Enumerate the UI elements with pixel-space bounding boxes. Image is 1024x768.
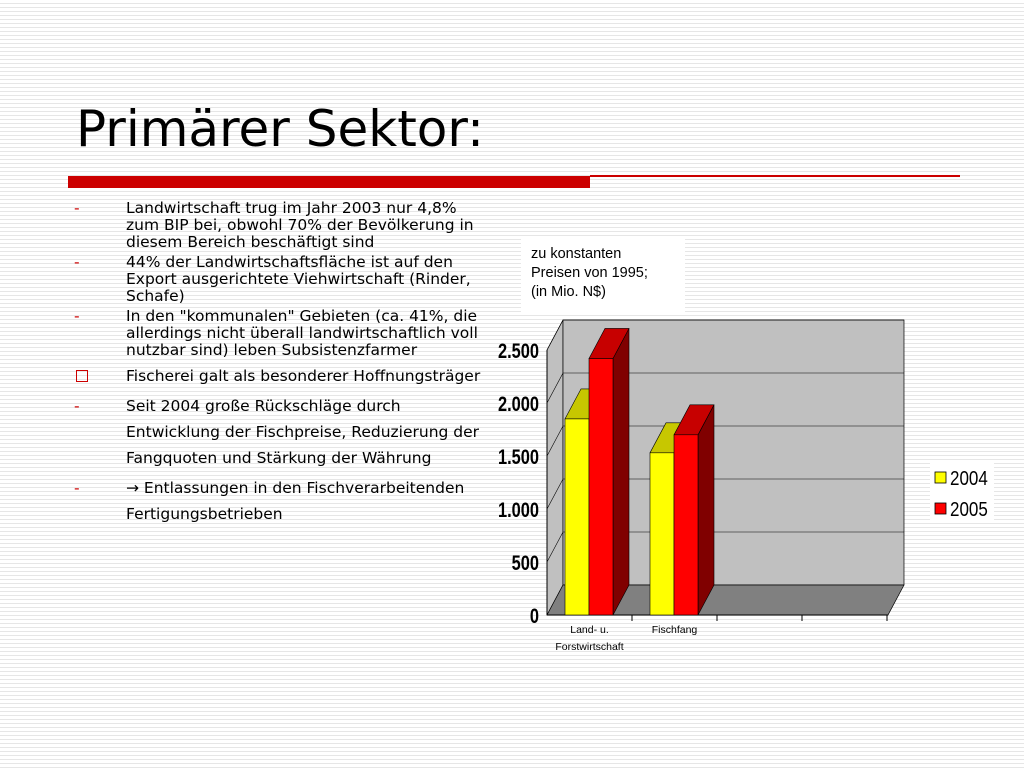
note-line: Preisen von 1995; [531, 265, 648, 281]
bar-side [698, 405, 714, 615]
y-tick-label: 1.000 [498, 498, 539, 522]
bar [674, 435, 698, 615]
y-tick-label: 2.000 [498, 392, 539, 416]
bullet-text: In den "kommunalen" Gebieten (ca. 41%, die allerdings nicht überall landwirtschaftlich voll nutzbar sind) leben Subsistenzfarmer [126, 307, 478, 359]
x-category-label: Forstwirtschaft [555, 641, 624, 653]
bullet-list [72, 200, 487, 530]
legend-swatch [935, 472, 946, 483]
title-underline-thick [68, 176, 590, 188]
legend-label: 2005 [950, 497, 988, 521]
bullet-text: Landwirtschaft trug im Jahr 2003 nur 4,8% zum BIP bei, obwohl 70% der Bevölkerung in diesem Bereich beschäftigt sind [126, 199, 474, 251]
bullet-item [72, 475, 487, 527]
slide-title: Primärer Sektor: [76, 100, 484, 158]
bullet-item [72, 200, 487, 251]
dash-marker: - [74, 397, 80, 415]
bullet-item [72, 363, 487, 389]
legend-swatch [935, 503, 946, 514]
legend-label: 2004 [950, 466, 988, 490]
bullet-text: Seit 2004 große Rückschläge durch Entwicklung der Fischpreise, Reduzierung der Fangquoten und Stärkung der Währung [126, 397, 480, 467]
note-line: zu konstanten [531, 246, 622, 262]
bullet-item [72, 308, 487, 359]
y-tick-label: 1.500 [498, 445, 539, 469]
y-tick-label: 500 [511, 551, 539, 575]
y-tick-label: 2.500 [498, 339, 539, 363]
side-wall [547, 320, 563, 615]
dash-marker: - [74, 253, 80, 271]
title-underline-thin [590, 175, 960, 177]
y-tick-label: 0 [529, 604, 539, 628]
bullet-text: Fischerei galt als besonderer Hoffnungsträger [126, 367, 481, 385]
dash-marker: - [74, 199, 80, 217]
chart-note [521, 237, 685, 313]
bullet-text: → Entlassungen in den Fischverarbeitenden Fertigungsbetrieben [126, 479, 465, 523]
x-category-label: Land- u. [570, 624, 609, 636]
dash-marker: - [74, 307, 80, 325]
dash-marker: - [74, 479, 80, 497]
bullet-text: 44% der Landwirtschaftsfläche ist auf den Export ausgerichtete Viehwirtschaft (Rinder, Schafe) [126, 253, 471, 305]
x-category-label: Fischfang [651, 624, 698, 636]
bar [565, 419, 589, 615]
bar-chart [480, 315, 1020, 665]
bar-side [613, 328, 629, 615]
bullet-item [72, 254, 487, 305]
bar [650, 453, 674, 615]
square-bullet-icon [76, 370, 88, 382]
bar [589, 358, 613, 615]
bullet-item [72, 393, 487, 471]
note-line: (in Mio. N$) [531, 284, 606, 300]
